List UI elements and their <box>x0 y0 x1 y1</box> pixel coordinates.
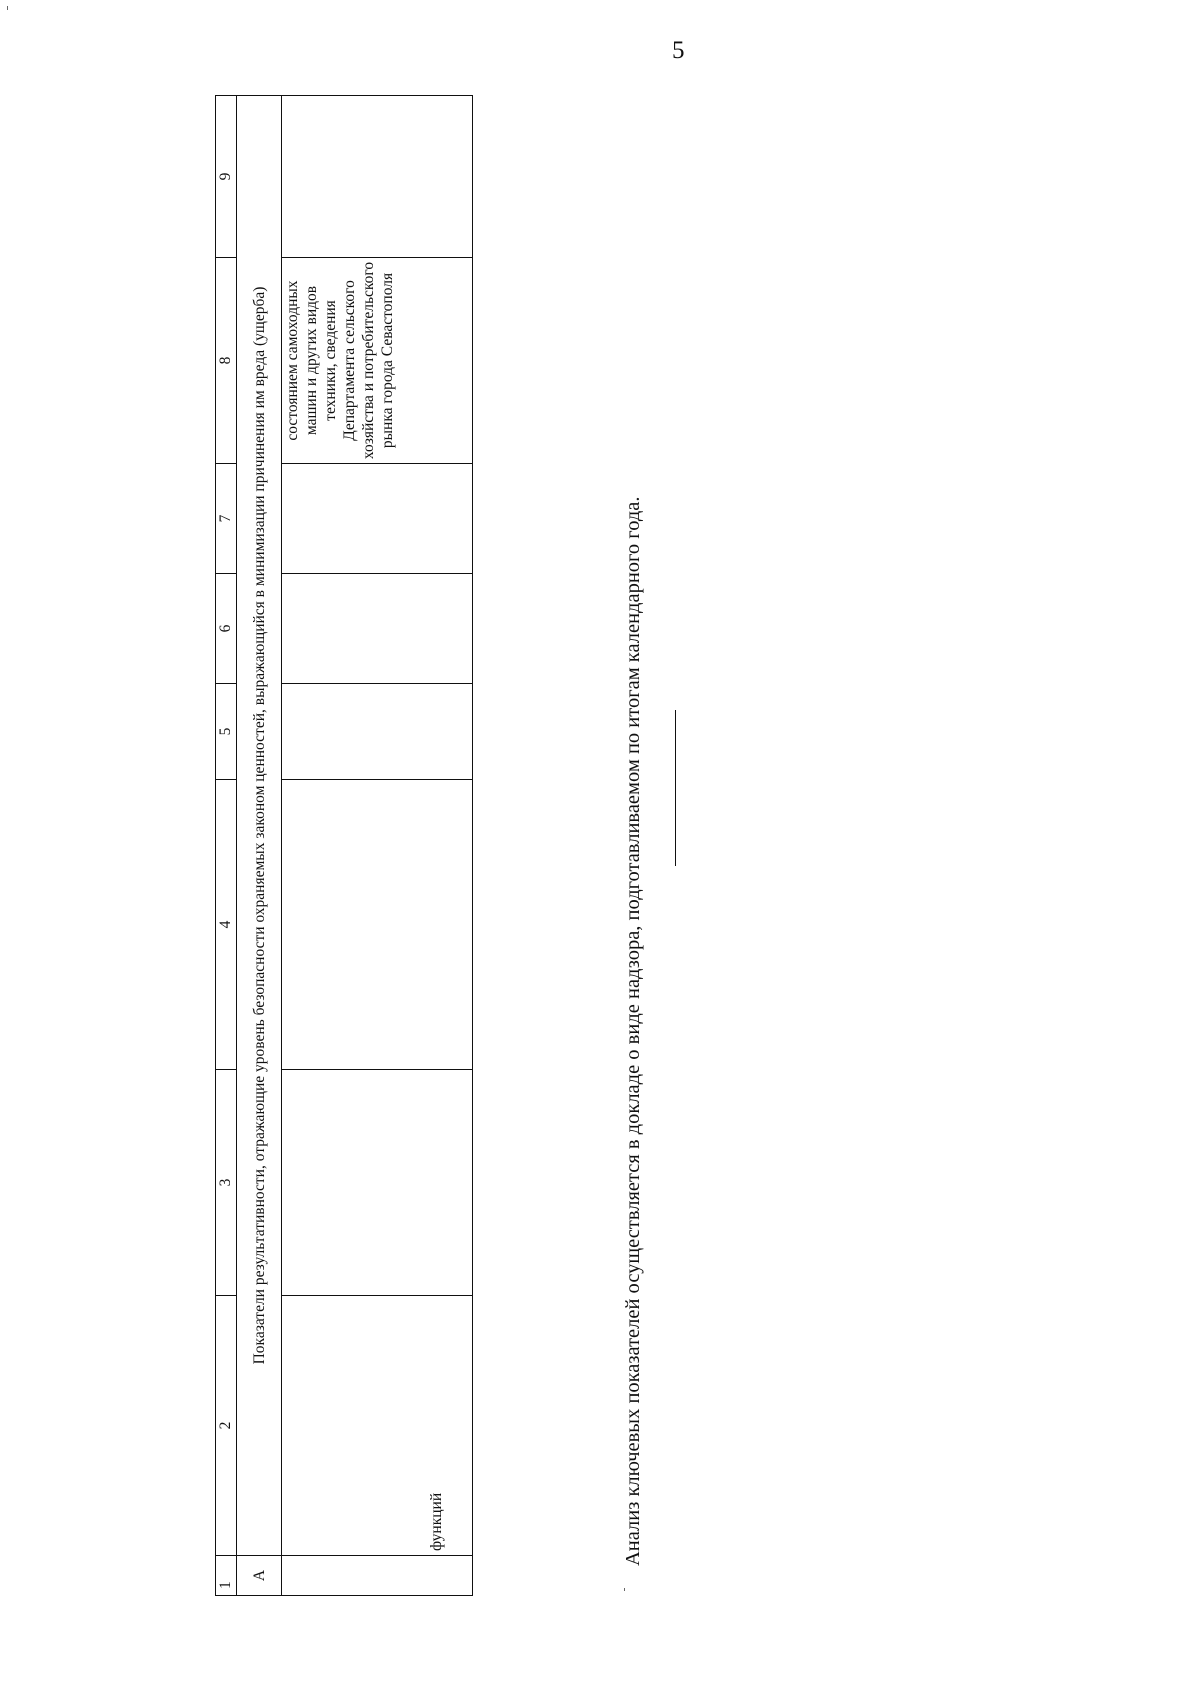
section-row <box>237 96 282 1596</box>
analysis-note: Анализ ключевых показателей осуществляется в докладе о виде надзора, подготавливаемом по итогам календарного года. <box>622 496 644 1566</box>
column-number: 5 <box>216 684 237 780</box>
column-number: 4 <box>216 780 237 1070</box>
table-cell <box>282 1070 473 1296</box>
table-cell <box>282 96 473 258</box>
column-number: 3 <box>216 1070 237 1296</box>
scan-mark <box>624 1588 625 1591</box>
column-number: 8 <box>216 258 237 464</box>
table-cell: функций <box>282 1296 473 1556</box>
column-number-row <box>216 96 237 1596</box>
page-number: 5 <box>672 37 685 64</box>
column-number: 6 <box>216 574 237 684</box>
column-number: 9 <box>216 96 237 258</box>
column-number: 2 <box>216 1296 237 1556</box>
rotated-content <box>215 96 644 1596</box>
table-cell <box>282 1556 473 1596</box>
column-number: 1 <box>216 1556 237 1596</box>
section-letter: А <box>237 1556 282 1596</box>
section-title: Показатели результативности, отражающие уровень безопасности охраняемых законом ценностей, выражающийся в минимизации причинения им вреда (ущерба) <box>237 96 282 1556</box>
table-cell <box>282 780 473 1070</box>
table-row <box>282 96 473 1596</box>
table-cell <box>282 684 473 780</box>
table-cell <box>282 464 473 574</box>
scan-mark <box>7 6 8 10</box>
closing-rule <box>675 710 676 866</box>
table-cell <box>282 574 473 684</box>
column-number: 7 <box>216 464 237 574</box>
table-cell <box>282 258 473 464</box>
info-source-text: состоянием самоходных машин и других видов техники, сведения Департамента сельского хозяйства и потребительского рынка города Севастополя <box>284 261 396 460</box>
indicators-table <box>215 95 473 1596</box>
